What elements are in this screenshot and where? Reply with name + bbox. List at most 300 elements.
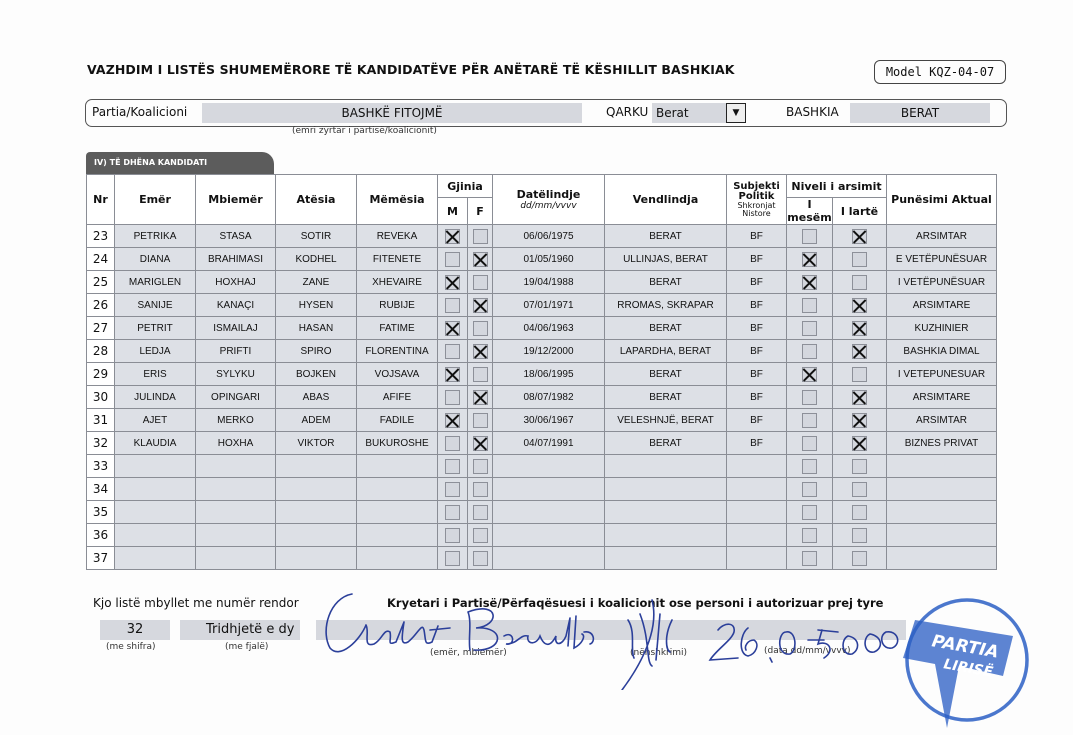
cell-subjekti[interactable]: BF xyxy=(727,317,787,340)
cell-punesimi[interactable] xyxy=(887,524,997,547)
m-checkbox[interactable] xyxy=(445,229,460,244)
cell-atesia[interactable]: HASAN xyxy=(276,317,357,340)
cell-mesem xyxy=(787,248,833,271)
larte-checkbox[interactable] xyxy=(852,413,867,428)
cell-emer[interactable] xyxy=(115,478,196,501)
cell-larte xyxy=(833,478,887,501)
cell-atesia[interactable]: SOTIR xyxy=(276,225,357,248)
signatory-title: Kryetari i Partisë/Përfaqësuesi i koalicionit ose personi i autorizuar prej tyre xyxy=(387,596,884,610)
cell-mbiemer[interactable]: HOXHAJ xyxy=(196,271,276,294)
party-field[interactable]: BASHKË FITOJMË xyxy=(202,103,582,123)
f-checkbox[interactable] xyxy=(473,252,488,267)
qarku-value: Berat xyxy=(656,106,689,120)
cell-punesimi[interactable]: ARSIMTAR xyxy=(887,409,997,432)
m-checkbox[interactable] xyxy=(445,275,460,290)
mesem-checkbox[interactable] xyxy=(802,252,817,267)
party-label: Partia/Koalicioni xyxy=(92,105,188,119)
cell-atesia[interactable]: HYSEN xyxy=(276,294,357,317)
cell-vendlindja[interactable]: BERAT xyxy=(605,363,727,386)
mesem-checkbox[interactable] xyxy=(802,436,817,451)
cell-atesia[interactable]: SPIRO xyxy=(276,340,357,363)
larte-checkbox[interactable] xyxy=(852,252,867,267)
cell-punesimi[interactable]: ARSIMTARE xyxy=(887,386,997,409)
cell-memesia[interactable]: FADILE xyxy=(357,409,438,432)
cell-subjekti[interactable]: BF xyxy=(727,294,787,317)
cell-emer[interactable] xyxy=(115,455,196,478)
f-checkbox[interactable] xyxy=(473,505,488,520)
header-datelindje xyxy=(493,175,605,225)
cell-emer[interactable]: DIANA xyxy=(115,248,196,271)
cell-punesimi[interactable] xyxy=(887,455,997,478)
f-checkbox[interactable] xyxy=(473,229,488,244)
cell-larte xyxy=(833,524,887,547)
cell-punesimi[interactable]: BASHKIA DIMAL xyxy=(887,340,997,363)
cell-date[interactable] xyxy=(493,547,605,570)
cell-vendlindja[interactable]: BERAT xyxy=(605,317,727,340)
cell-punesimi[interactable]: I VETËPUNËSUAR xyxy=(887,271,997,294)
header-subjekti xyxy=(727,175,787,225)
cell-vendlindja[interactable]: ULLINJAS, BERAT xyxy=(605,248,727,271)
document-title: VAZHDIM I LISTËS SHUMEMËRORE TË KANDIDATËVE PËR ANËTARË TË KËSHILLIT BASHKIAK xyxy=(87,62,735,77)
cell-date[interactable]: 18/06/1995 xyxy=(493,363,605,386)
header-punesimi: Punësimi Aktual xyxy=(887,175,997,225)
cell-larte xyxy=(833,340,887,363)
mesem-checkbox[interactable] xyxy=(802,275,817,290)
f-checkbox[interactable] xyxy=(473,367,488,382)
cell-memesia[interactable] xyxy=(357,524,438,547)
cell-f xyxy=(468,432,493,455)
m-checkbox[interactable] xyxy=(445,505,460,520)
header-niveli: Niveli i arsimit xyxy=(787,175,887,198)
mesem-checkbox[interactable] xyxy=(802,298,817,313)
cell-emer[interactable]: JULINDA xyxy=(115,386,196,409)
cell-vendlindja[interactable]: BERAT xyxy=(605,271,727,294)
m-checkbox[interactable] xyxy=(445,390,460,405)
larte-checkbox[interactable] xyxy=(852,436,867,451)
cell-vendlindja[interactable] xyxy=(605,524,727,547)
cell-mesem xyxy=(787,363,833,386)
number-caption: (me shifra) xyxy=(106,642,156,652)
cell-f xyxy=(468,386,493,409)
header-f: F xyxy=(468,198,493,225)
signature-caption: (nënshkrimi) xyxy=(630,648,688,658)
closing-words-field[interactable]: Tridhjetë e dy xyxy=(180,620,300,640)
cell-nr: 26 xyxy=(87,294,115,317)
larte-checkbox[interactable] xyxy=(852,229,867,244)
m-checkbox[interactable] xyxy=(445,436,460,451)
f-checkbox[interactable] xyxy=(473,551,488,566)
cell-memesia[interactable] xyxy=(357,455,438,478)
cell-f xyxy=(468,409,493,432)
larte-checkbox[interactable] xyxy=(852,459,867,474)
cell-nr: 34 xyxy=(87,478,115,501)
table-row xyxy=(87,363,997,386)
cell-mbiemer[interactable]: PRIFTI xyxy=(196,340,276,363)
table-row xyxy=(87,524,997,547)
cell-mbiemer[interactable] xyxy=(196,455,276,478)
cell-mbiemer[interactable]: OPINGARI xyxy=(196,386,276,409)
cell-m xyxy=(438,317,468,340)
mesem-checkbox[interactable] xyxy=(802,459,817,474)
cell-date[interactable]: 30/06/1967 xyxy=(493,409,605,432)
cell-vendlindja[interactable]: VELESHNJË, BERAT xyxy=(605,409,727,432)
cell-subjekti[interactable]: BF xyxy=(727,386,787,409)
party-stamp xyxy=(895,580,1035,730)
m-checkbox[interactable] xyxy=(445,459,460,474)
cell-vendlindja[interactable] xyxy=(605,501,727,524)
cell-atesia[interactable]: ADEM xyxy=(276,409,357,432)
cell-subjekti[interactable]: BF xyxy=(727,363,787,386)
cell-f xyxy=(468,455,493,478)
table-row xyxy=(87,317,997,340)
cell-mbiemer[interactable]: MERKO xyxy=(196,409,276,432)
f-checkbox[interactable] xyxy=(473,413,488,428)
cell-mbiemer[interactable]: HOXHA xyxy=(196,432,276,455)
cell-nr: 32 xyxy=(87,432,115,455)
model-code: Model KQZ-04-07 xyxy=(874,60,1006,84)
cell-mesem xyxy=(787,409,833,432)
cell-f xyxy=(468,524,493,547)
cell-vendlindja[interactable]: LAPARDHA, BERAT xyxy=(605,340,727,363)
party-subcaption: (emri zyrtar i partisë/koalicionit) xyxy=(292,126,437,136)
cell-mesem xyxy=(787,340,833,363)
cell-atesia[interactable]: BOJKEN xyxy=(276,363,357,386)
cell-mesem xyxy=(787,547,833,570)
cell-mbiemer[interactable] xyxy=(196,524,276,547)
cell-date[interactable]: 19/12/2000 xyxy=(493,340,605,363)
f-checkbox[interactable] xyxy=(473,275,488,290)
words-caption: (me fjalë) xyxy=(225,642,269,652)
cell-memesia[interactable] xyxy=(357,501,438,524)
handwritten-signature xyxy=(300,570,910,690)
cell-date[interactable]: 08/07/1982 xyxy=(493,386,605,409)
cell-mbiemer[interactable]: BRAHIMASI xyxy=(196,248,276,271)
cell-nr: 28 xyxy=(87,340,115,363)
cell-emer[interactable]: KLAUDIA xyxy=(115,432,196,455)
cell-subjekti[interactable]: BF xyxy=(727,225,787,248)
mesem-checkbox[interactable] xyxy=(802,413,817,428)
larte-checkbox[interactable] xyxy=(852,275,867,290)
cell-mesem xyxy=(787,271,833,294)
cell-memesia[interactable]: BUKUROSHE xyxy=(357,432,438,455)
cell-larte xyxy=(833,317,887,340)
cell-subjekti[interactable] xyxy=(727,455,787,478)
date-caption: (data dd/mm/vvvv) xyxy=(764,646,851,656)
cell-nr: 30 xyxy=(87,386,115,409)
cell-memesia[interactable]: REVEKA xyxy=(357,225,438,248)
f-checkbox[interactable] xyxy=(473,436,488,451)
cell-f xyxy=(468,248,493,271)
cell-memesia[interactable] xyxy=(357,478,438,501)
table-row xyxy=(87,271,997,294)
cell-memesia[interactable]: FATIME xyxy=(357,317,438,340)
f-checkbox[interactable] xyxy=(473,344,488,359)
cell-date[interactable]: 19/04/1988 xyxy=(493,271,605,294)
m-checkbox[interactable] xyxy=(445,321,460,336)
header-politik-label: Politik xyxy=(738,190,775,202)
cell-subjekti[interactable]: BF xyxy=(727,340,787,363)
cell-memesia[interactable]: AFIFE xyxy=(357,386,438,409)
cell-nr: 35 xyxy=(87,501,115,524)
m-checkbox[interactable] xyxy=(445,551,460,566)
f-checkbox[interactable] xyxy=(473,390,488,405)
table-row xyxy=(87,409,997,432)
cell-punesimi[interactable] xyxy=(887,547,997,570)
cell-date[interactable]: 07/01/1971 xyxy=(493,294,605,317)
m-checkbox[interactable] xyxy=(445,482,460,497)
f-checkbox[interactable] xyxy=(473,482,488,497)
cell-nr: 31 xyxy=(87,409,115,432)
cell-nr: 33 xyxy=(87,455,115,478)
section-tab: IV) TË DHËNA KANDIDATI xyxy=(86,152,274,175)
cell-larte xyxy=(833,501,887,524)
cell-emer[interactable] xyxy=(115,524,196,547)
cell-subjekti[interactable] xyxy=(727,524,787,547)
cell-m xyxy=(438,225,468,248)
table-row xyxy=(87,432,997,455)
header-mesem: I mesëm xyxy=(787,198,832,224)
cell-mbiemer[interactable]: KANAÇI xyxy=(196,294,276,317)
cell-atesia[interactable] xyxy=(276,455,357,478)
cell-nr: 23 xyxy=(87,225,115,248)
header-nistore: Nistore xyxy=(742,208,771,218)
cell-mbiemer[interactable]: STASA xyxy=(196,225,276,248)
bashkia-field[interactable]: BERAT xyxy=(850,103,990,123)
cell-vendlindja[interactable]: RROMAS, SKRAPAR xyxy=(605,294,727,317)
cell-f xyxy=(468,340,493,363)
cell-nr: 36 xyxy=(87,524,115,547)
cell-punesimi[interactable]: ARSIMTAR xyxy=(887,225,997,248)
cell-larte xyxy=(833,225,887,248)
cell-m xyxy=(438,340,468,363)
cell-memesia[interactable] xyxy=(357,547,438,570)
f-checkbox[interactable] xyxy=(473,459,488,474)
header-m: M xyxy=(438,198,468,225)
cell-date[interactable] xyxy=(493,455,605,478)
cell-mbiemer[interactable] xyxy=(196,501,276,524)
header-date-format: dd/mm/vvvv xyxy=(520,201,577,211)
cell-punesimi[interactable]: ARSIMTARE xyxy=(887,294,997,317)
cell-mesem xyxy=(787,225,833,248)
table-row xyxy=(87,386,997,409)
mesem-checkbox[interactable] xyxy=(802,321,817,336)
cell-emer[interactable]: SANIJE xyxy=(115,294,196,317)
f-checkbox[interactable] xyxy=(473,528,488,543)
cell-date[interactable] xyxy=(493,524,605,547)
mesem-checkbox[interactable] xyxy=(802,528,817,543)
cell-punesimi[interactable]: BIZNES PRIVAT xyxy=(887,432,997,455)
candidate-table xyxy=(86,174,997,570)
cell-date[interactable]: 06/06/1975 xyxy=(493,225,605,248)
cell-mbiemer[interactable] xyxy=(196,547,276,570)
cell-mesem xyxy=(787,432,833,455)
m-checkbox[interactable] xyxy=(445,413,460,428)
cell-atesia[interactable]: ZANE xyxy=(276,271,357,294)
cell-f xyxy=(468,547,493,570)
table-row xyxy=(87,248,997,271)
cell-larte xyxy=(833,248,887,271)
header-memesia: Mëmësia xyxy=(357,175,438,225)
cell-date[interactable] xyxy=(493,501,605,524)
cell-mesem xyxy=(787,455,833,478)
cell-memesia[interactable]: VOJSAVA xyxy=(357,363,438,386)
cell-date[interactable] xyxy=(493,478,605,501)
cell-f xyxy=(468,478,493,501)
mesem-checkbox[interactable] xyxy=(802,229,817,244)
cell-punesimi[interactable] xyxy=(887,478,997,501)
cell-larte xyxy=(833,271,887,294)
m-checkbox[interactable] xyxy=(445,252,460,267)
cell-subjekti[interactable]: BF xyxy=(727,271,787,294)
cell-nr: 24 xyxy=(87,248,115,271)
f-checkbox[interactable] xyxy=(473,298,488,313)
larte-checkbox[interactable] xyxy=(852,482,867,497)
cell-atesia[interactable]: KODHEL xyxy=(276,248,357,271)
cell-vendlindja[interactable]: BERAT xyxy=(605,225,727,248)
cell-f xyxy=(468,501,493,524)
m-checkbox[interactable] xyxy=(445,344,460,359)
cell-mesem xyxy=(787,386,833,409)
cell-atesia[interactable]: VIKTOR xyxy=(276,432,357,455)
table-row xyxy=(87,501,997,524)
cell-atesia[interactable] xyxy=(276,547,357,570)
cell-m xyxy=(438,294,468,317)
cell-nr: 27 xyxy=(87,317,115,340)
mesem-checkbox[interactable] xyxy=(802,390,817,405)
cell-mbiemer[interactable] xyxy=(196,478,276,501)
cell-memesia[interactable]: RUBIJE xyxy=(357,294,438,317)
cell-mesem xyxy=(787,317,833,340)
cell-date[interactable]: 04/07/1991 xyxy=(493,432,605,455)
cell-vendlindja[interactable] xyxy=(605,547,727,570)
mesem-checkbox[interactable] xyxy=(802,551,817,566)
cell-m xyxy=(438,524,468,547)
cell-atesia[interactable] xyxy=(276,524,357,547)
mesem-checkbox[interactable] xyxy=(802,482,817,497)
larte-checkbox[interactable] xyxy=(852,321,867,336)
cell-vendlindja[interactable]: BERAT xyxy=(605,432,727,455)
larte-checkbox[interactable] xyxy=(852,390,867,405)
cell-m xyxy=(438,547,468,570)
cell-emer[interactable]: MARIGLEN xyxy=(115,271,196,294)
cell-mesem xyxy=(787,501,833,524)
cell-f xyxy=(468,225,493,248)
table-row xyxy=(87,478,997,501)
mesem-checkbox[interactable] xyxy=(802,344,817,359)
cell-emer[interactable]: LEDJA xyxy=(115,340,196,363)
qarku-select[interactable] xyxy=(652,103,746,123)
cell-emer[interactable]: PETRIT xyxy=(115,317,196,340)
cell-subjekti[interactable] xyxy=(727,478,787,501)
mesem-checkbox[interactable] xyxy=(802,367,817,382)
cell-vendlindja[interactable]: BERAT xyxy=(605,386,727,409)
qarku-label: QARKU xyxy=(606,105,649,119)
cell-mbiemer[interactable]: ISMAILAJ xyxy=(196,317,276,340)
cell-m xyxy=(438,409,468,432)
cell-f xyxy=(468,271,493,294)
m-checkbox[interactable] xyxy=(445,298,460,313)
cell-mesem xyxy=(787,294,833,317)
list-close-label: Kjo listë mbyllet me numër rendor xyxy=(93,596,299,610)
cell-m xyxy=(438,386,468,409)
cell-f xyxy=(468,317,493,340)
larte-checkbox[interactable] xyxy=(852,505,867,520)
cell-emer[interactable]: AJET xyxy=(115,409,196,432)
header-vendlindja: Vendlindja xyxy=(605,175,727,225)
cell-emer[interactable] xyxy=(115,501,196,524)
cell-vendlindja[interactable] xyxy=(605,478,727,501)
dropdown-arrow-icon[interactable]: ▼ xyxy=(726,103,746,123)
header-mbiemer: Mbiemër xyxy=(196,175,276,225)
m-checkbox[interactable] xyxy=(445,367,460,382)
cell-subjekti[interactable]: BF xyxy=(727,432,787,455)
cell-m xyxy=(438,363,468,386)
table-row xyxy=(87,294,997,317)
header-atesia: Atësia xyxy=(276,175,357,225)
larte-checkbox[interactable] xyxy=(852,344,867,359)
table-row xyxy=(87,340,997,363)
cell-f xyxy=(468,363,493,386)
cell-subjekti[interactable]: BF xyxy=(727,409,787,432)
cell-nr: 29 xyxy=(87,363,115,386)
f-checkbox[interactable] xyxy=(473,321,488,336)
cell-f xyxy=(468,294,493,317)
cell-punesimi[interactable]: I VETEPUNESUAR xyxy=(887,363,997,386)
table-row xyxy=(87,547,997,570)
cell-mbiemer[interactable]: SYLYKU xyxy=(196,363,276,386)
cell-larte xyxy=(833,409,887,432)
larte-checkbox[interactable] xyxy=(852,528,867,543)
cell-larte xyxy=(833,386,887,409)
cell-subjekti[interactable] xyxy=(727,501,787,524)
cell-memesia[interactable]: XHEVAIRE xyxy=(357,271,438,294)
cell-m xyxy=(438,501,468,524)
header-nr: Nr xyxy=(87,175,115,225)
cell-vendlindja[interactable] xyxy=(605,455,727,478)
cell-larte xyxy=(833,547,887,570)
cell-m xyxy=(438,248,468,271)
header-datelindje-label: Datëlindje xyxy=(516,188,581,201)
mesem-checkbox[interactable] xyxy=(802,505,817,520)
cell-punesimi[interactable] xyxy=(887,501,997,524)
header-gjinia: Gjinia xyxy=(438,175,493,198)
cell-emer[interactable] xyxy=(115,547,196,570)
cell-date[interactable]: 04/06/1963 xyxy=(493,317,605,340)
cell-memesia[interactable]: FLORENTINA xyxy=(357,340,438,363)
cell-subjekti[interactable]: BF xyxy=(727,248,787,271)
cell-punesimi[interactable]: E VETËPUNËSUAR xyxy=(887,248,997,271)
header-larte: I lartë xyxy=(833,198,887,225)
cell-memesia[interactable]: FITENETE xyxy=(357,248,438,271)
cell-m xyxy=(438,432,468,455)
cell-emer[interactable]: PETRIKA xyxy=(115,225,196,248)
table-row xyxy=(87,455,997,478)
cell-atesia[interactable] xyxy=(276,478,357,501)
cell-atesia[interactable]: ABAS xyxy=(276,386,357,409)
cell-subjekti[interactable] xyxy=(727,547,787,570)
larte-checkbox[interactable] xyxy=(852,551,867,566)
cell-emer[interactable]: ERIS xyxy=(115,363,196,386)
larte-checkbox[interactable] xyxy=(852,298,867,313)
cell-mesem xyxy=(787,524,833,547)
cell-punesimi[interactable]: KUZHINIER xyxy=(887,317,997,340)
header-subjekti-label: Subjekti xyxy=(733,180,780,192)
cell-date[interactable]: 01/05/1960 xyxy=(493,248,605,271)
m-checkbox[interactable] xyxy=(445,528,460,543)
closing-number-field[interactable]: 32 xyxy=(100,620,170,640)
larte-checkbox[interactable] xyxy=(852,367,867,382)
cell-atesia[interactable] xyxy=(276,501,357,524)
